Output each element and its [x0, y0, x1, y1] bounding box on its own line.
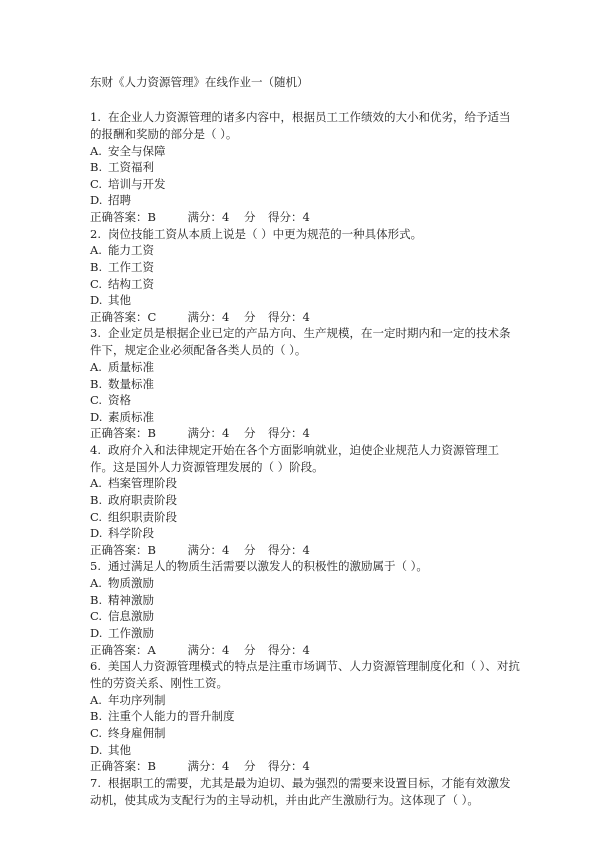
- option-letter: D.: [90, 293, 103, 308]
- obtained-label: 得分：: [268, 542, 303, 557]
- option-text: 信息激励: [108, 609, 154, 624]
- score-unit: 分: [244, 759, 256, 774]
- score-unit: 分: [244, 426, 256, 441]
- option-letter: D.: [90, 742, 103, 757]
- question-text: [90, 442, 520, 476]
- answer-label: 正确答案：: [90, 426, 148, 441]
- option-text: 资格: [108, 393, 131, 408]
- option-text: 工作工资: [108, 259, 154, 274]
- obtained-label: 得分：: [268, 309, 303, 324]
- option-letter: D.: [90, 409, 103, 424]
- option-letter: C.: [90, 509, 103, 524]
- option-letter: A.: [90, 692, 102, 707]
- full-score-label: 满分：: [187, 309, 222, 324]
- answer-option: [90, 359, 520, 376]
- answer-option: [90, 259, 520, 276]
- question-block: [90, 775, 520, 809]
- option-letter: C.: [90, 393, 103, 408]
- obtained-label: 得分：: [268, 759, 303, 774]
- answer-option: [90, 475, 520, 492]
- option-letter: A.: [90, 359, 102, 374]
- score-unit: 分: [244, 642, 256, 657]
- question-stem: 通过满足人的物质生活需要以激发人的积极性的激励属于（ ）。: [108, 559, 428, 574]
- obtained-value: 4: [302, 542, 310, 557]
- question-stem: 根据职工的需要，尤其是最为迫切、最为强烈的需要来设置目标，才能有效激发动机，使其成为支配行为的主导动机，并由此产生激励行为。这体现了（ ）。: [90, 775, 511, 807]
- question-number: 5.: [90, 559, 101, 574]
- answer-option: [90, 292, 520, 309]
- full-score-value: 4: [222, 426, 230, 441]
- option-text: 安全与保障: [108, 143, 166, 158]
- answer-label: 正确答案：: [90, 309, 148, 324]
- full-score-value: 4: [222, 309, 230, 324]
- option-letter: A.: [90, 476, 102, 491]
- question-number: 2.: [90, 226, 101, 241]
- option-letter: B.: [90, 160, 103, 175]
- document-body: [90, 74, 520, 808]
- full-score-label: 满分：: [187, 542, 222, 557]
- option-text: 年功序列制: [108, 692, 166, 707]
- question-text: [90, 775, 520, 809]
- answer-option: [90, 409, 520, 426]
- full-score-label: 满分：: [187, 426, 222, 441]
- option-text: 其他: [108, 293, 131, 308]
- answer-value: B: [147, 542, 156, 557]
- option-text: 组织职责阶段: [108, 509, 177, 524]
- score-unit: 分: [244, 542, 256, 557]
- option-letter: B.: [90, 493, 103, 508]
- option-text: 数量标准: [108, 376, 154, 391]
- answer-option: [90, 276, 520, 293]
- question-stem: 美国人力资源管理模式的特点是注重市场调节、人力资源管理制度化和（ ）、对抗性的劳资关系、刚性工资。: [90, 659, 520, 691]
- question-list: [90, 109, 520, 808]
- answer-label: 正确答案：: [90, 542, 148, 557]
- option-letter: D.: [90, 526, 103, 541]
- option-letter: C.: [90, 726, 103, 740]
- answer-option: [90, 708, 520, 725]
- option-text: 素质标准: [108, 409, 154, 424]
- answer-option: [90, 492, 520, 509]
- answer-option: [90, 392, 520, 409]
- option-letter: B.: [90, 376, 103, 391]
- answer-option: [90, 592, 520, 609]
- option-text: 政府职责阶段: [108, 493, 177, 508]
- answer-option: [90, 509, 520, 526]
- option-letter: D.: [90, 626, 103, 641]
- question-number: 4.: [90, 442, 101, 457]
- answer-option: [90, 176, 520, 193]
- option-letter: A.: [90, 243, 102, 258]
- answer-line: [90, 758, 520, 775]
- question-text: [90, 325, 520, 359]
- full-score-value: 4: [222, 759, 230, 774]
- option-letter: A.: [90, 576, 102, 591]
- question-text: [90, 558, 520, 575]
- answer-option: [90, 742, 520, 759]
- option-text: 科学阶段: [108, 526, 154, 541]
- option-letter: B.: [90, 592, 103, 607]
- obtained-value: 4: [302, 759, 310, 774]
- full-score-value: 4: [222, 542, 230, 557]
- score-unit: 分: [244, 209, 256, 224]
- option-text: 精神激励: [108, 592, 154, 607]
- option-letter: C.: [90, 609, 103, 624]
- answer-line: [90, 542, 520, 559]
- obtained-value: 4: [302, 426, 310, 441]
- question-number: 1.: [90, 110, 101, 124]
- answer-label: 正确答案：: [90, 759, 148, 774]
- question-stem: 岗位技能工资从本质上说是（ ）中更为规范的一种具体形式。: [108, 226, 423, 241]
- score-unit: 分: [244, 309, 256, 324]
- answer-line: [90, 642, 520, 659]
- answer-option: [90, 525, 520, 542]
- option-text: 工资福利: [108, 160, 154, 175]
- option-letter: B.: [90, 709, 103, 724]
- answer-option: [90, 192, 520, 209]
- answer-option: [90, 376, 520, 393]
- option-text: 其他: [108, 742, 131, 757]
- full-score-label: 满分：: [187, 759, 222, 774]
- option-text: 质量标准: [108, 359, 154, 374]
- full-score-label: 满分：: [187, 642, 222, 657]
- option-text: 档案管理阶段: [108, 476, 177, 491]
- question-text: [90, 658, 520, 692]
- question-stem: 企业定员是根据企业已定的产品方向、生产规模，在一定时期内和一定的技术条件下，规定企业必须配备各类人员的（ ）。: [90, 326, 511, 358]
- obtained-value: 4: [302, 209, 310, 224]
- answer-label: 正确答案：: [90, 642, 148, 657]
- question-stem: 在企业人力资源管理的诸多内容中，根据员工工作绩效的大小和优劣，给予适当的报酬和奖励的部分是（ ）。: [90, 110, 511, 141]
- question-stem: 政府介入和法律规定开始在各个方面影响就业，迫使企业规范人力资源管理工作。这是国外人力资源管理发展的（ ）阶段。: [90, 442, 499, 474]
- question-number: 3.: [90, 326, 101, 341]
- option-letter: C.: [90, 176, 103, 191]
- question-block: [90, 558, 520, 658]
- question-block: [90, 442, 520, 559]
- answer-value: C: [147, 309, 157, 324]
- full-score-value: 4: [222, 642, 230, 657]
- answer-option: [90, 625, 520, 642]
- option-text: 结构工资: [108, 276, 154, 291]
- answer-label: 正确答案：: [90, 209, 148, 224]
- answer-option: [90, 159, 520, 176]
- option-text: 终身雇佣制: [108, 726, 166, 740]
- answer-value: B: [147, 426, 156, 441]
- obtained-value: 4: [302, 309, 310, 324]
- option-letter: C.: [90, 276, 103, 291]
- question-block: [90, 325, 520, 442]
- option-text: 能力工资: [108, 243, 154, 258]
- answer-option: [90, 575, 520, 592]
- answer-option: [90, 692, 520, 709]
- answer-line: [90, 209, 520, 226]
- option-letter: D.: [90, 193, 103, 208]
- answer-value: B: [147, 209, 156, 224]
- question-block: [90, 226, 520, 326]
- option-letter: B.: [90, 259, 103, 274]
- question-text: [90, 109, 520, 143]
- question-text: [90, 226, 520, 243]
- answer-line: [90, 309, 520, 326]
- answer-value: A: [147, 642, 156, 657]
- option-text: 注重个人能力的晋升制度: [108, 709, 235, 724]
- option-text: 物质激励: [108, 576, 154, 591]
- answer-value: B: [147, 759, 156, 774]
- full-score-value: 4: [222, 209, 230, 224]
- answer-option: [90, 725, 520, 742]
- option-text: 招聘: [108, 193, 131, 208]
- obtained-label: 得分：: [268, 642, 303, 657]
- question-block: [90, 658, 520, 775]
- full-score-label: 满分：: [187, 209, 222, 224]
- question-number: 7.: [90, 775, 101, 790]
- question-block: [90, 109, 520, 226]
- option-text: 培训与开发: [108, 176, 166, 191]
- obtained-label: 得分：: [268, 209, 303, 224]
- answer-option: [90, 608, 520, 625]
- option-letter: A.: [90, 143, 102, 158]
- question-number: 6.: [90, 659, 101, 674]
- document-title: 东财《人力资源管理》在线作业一（随机）: [90, 75, 309, 89]
- answer-line: [90, 425, 520, 442]
- obtained-label: 得分：: [268, 426, 303, 441]
- answer-option: [90, 143, 520, 160]
- answer-option: [90, 242, 520, 259]
- obtained-value: 4: [302, 642, 310, 657]
- option-text: 工作激励: [108, 626, 154, 641]
